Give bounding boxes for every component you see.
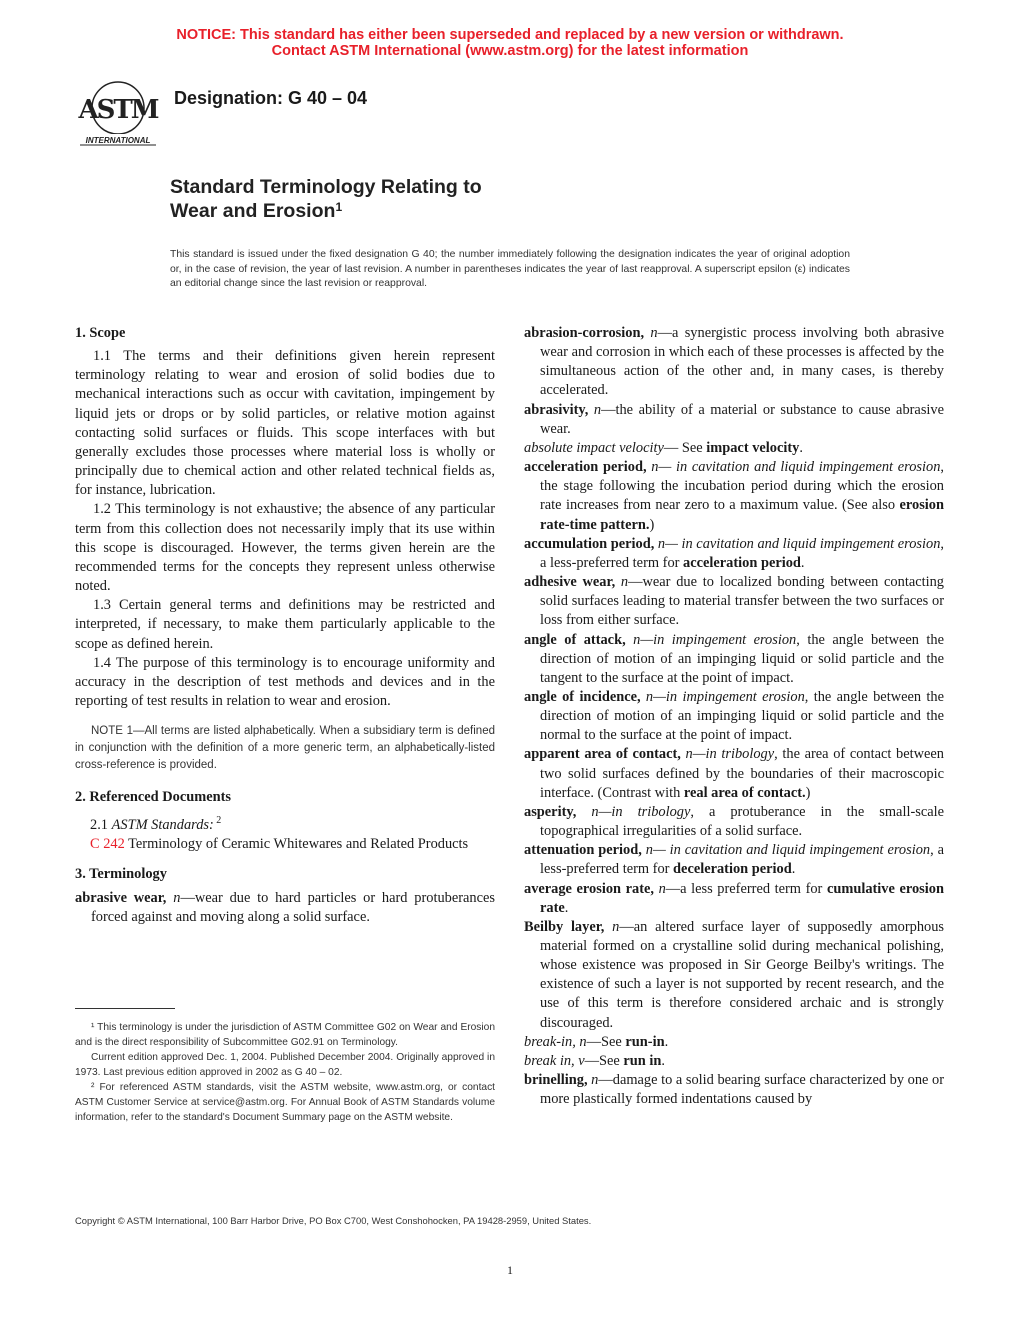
astm-logo bbox=[76, 78, 160, 148]
title-line-2: Wear and Erosion bbox=[170, 200, 336, 222]
footnote-rule bbox=[75, 1008, 175, 1009]
section-heading-scope: 1. Scope bbox=[75, 325, 126, 341]
title-footnote-ref[interactable]: 1 bbox=[335, 200, 343, 214]
svg-text:ASTM: ASTM bbox=[78, 95, 158, 125]
term-entry: break-in, n—See run-in. bbox=[524, 1033, 669, 1050]
paragraph-1-1: 1.1 The terms and their definitions given herein represent terminology relating to wear and erosion of solid bodies due to mechanical interactions such as occur with cavitation, impingement by liquid jets or drops or by solid particles, or relative motion against contacting solid surfaces or fluids. This scope interfaces with but generally excludes those processes where material loss is wholly or principally due to chemical action and other related technical fields as, for instance, lubrication. bbox=[75, 348, 495, 499]
paragraph-1-2: 1.2 This terminology is not exhaustive; the absence of any particular term from this collection does not necessarily imply that its use within this scope is discouraged. However, the terms given herein are the recommended terms for the concepts they represent unless otherwise noted. bbox=[75, 501, 495, 595]
notice-line-2: Contact ASTM International (www.astm.org) for the latest information bbox=[271, 43, 749, 59]
term-abrasive-wear: abrasive wear, n—wear due to hard particles or hard protuberances forced against and moving along a solid surface. bbox=[75, 889, 496, 925]
term-entry: abrasion-corrosion, n—a synergistic process involving both abrasive wear and corrosion in which each of these processes is affected by the simultaneous action of the other and, in many cases, is thereby accelerated. bbox=[524, 325, 944, 399]
svg-text:INTERNATIONAL: INTERNATIONAL bbox=[85, 136, 151, 145]
term-entry: brinelling, n—damage to a solid bearing surface characterized by one or more plastically formed indentations caused by bbox=[524, 1072, 944, 1108]
term-entry: angle of attack, n—in impingement erosion, the angle between the direction of motion of an impinging liquid or solid particle and the tangent to the surface at the point of impact. bbox=[524, 631, 944, 686]
term-entry: accumulation period, n— in cavitation and liquid impingement erosion, a less-preferred term for acceleration period. bbox=[524, 535, 944, 571]
supersede-notice bbox=[0, 27, 1020, 59]
term-entry: acceleration period, n— in cavitation and liquid impingement erosion, the stage following the incubation period during which the erosion rate increases from near zero to a maximum value. (See also erosion rate-time pattern.) bbox=[524, 459, 945, 533]
term-entry: Beilby layer, n—an altered surface layer of supposedly amorphous material formed on a crystalline solid during mechanical polishing, whose existence was proposed in Sir George Beilby's writings. The existence of such a layer is not supported by recent research, and the use of this term is therefore considered archaic and is strongly discouraged. bbox=[524, 918, 945, 1031]
reference-c242: C 242 Terminology of Ceramic Whitewares and Related Products bbox=[90, 836, 469, 853]
term-entry: abrasivity, n—the ability of a material or substance to cause abrasive wear. bbox=[524, 401, 944, 437]
footnotes bbox=[75, 1020, 495, 1125]
term-entry: angle of incidence, n—in impingement erosion, the angle between the direction of motion of an impinging liquid or solid particle and the normal to the surface at the point of impact. bbox=[524, 688, 944, 744]
left-column bbox=[75, 324, 495, 927]
paragraph-1-4: 1.4 The purpose of this terminology is to encourage uniformity and accuracy in the description of test methods and devices and in the reporting of test results in relation to wear and erosion. bbox=[75, 654, 495, 709]
c242-link[interactable]: C 242 bbox=[90, 836, 125, 853]
footnote-2: ² For referenced ASTM standards, visit the ASTM website, www.astm.org, or contact ASTM Customer Service at service@astm.org. For Annual Book of ASTM Standards volume information, refer to the standard's Document Summary page on the ASTM website. bbox=[75, 1082, 495, 1123]
title-line-1: Standard Terminology Relating to bbox=[170, 176, 482, 198]
term-entry: absolute impact velocity— See impact velocity. bbox=[524, 439, 803, 456]
term-entry: adhesive wear, n—wear due to localized bonding between contacting solid surfaces leading to material transfer between the two surfaces or loss from either surface. bbox=[524, 574, 944, 629]
footnote-1: ¹ This terminology is under the jurisdiction of ASTM Committee G02 on Wear and Erosion and is the direct responsibility of Subcommittee G02.91 on Terminology. bbox=[75, 1022, 495, 1048]
term-entry: asperity, n—in tribology, a protuberance in the small-scale topographical irregularities of a solid surface. bbox=[524, 803, 944, 840]
paragraph-1-3: 1.3 Certain general terms and definitions may be restricted and interpreted, if necessary, to make them particularly applicable to the scope as defined herein. bbox=[75, 597, 495, 652]
document-title bbox=[170, 175, 482, 223]
copyright: Copyright © ASTM International, 100 Barr Harbor Drive, PO Box C700, West Conshohocken, PA 19428-2959, United States. bbox=[75, 1215, 592, 1226]
notice-line-1: NOTICE: This standard has either been superseded and replaced by a new version or withdrawn. bbox=[176, 27, 844, 43]
section-heading-referenced-documents: 2. Referenced Documents bbox=[75, 789, 231, 806]
term-entry: attenuation period, n— in cavitation and liquid impingement erosion, a less-preferred term for deceleration period. bbox=[524, 842, 944, 878]
footnote-1-edition: Current edition approved Dec. 1, 2004. Published December 2004. Originally approved in 1973. Last previous edition approved in 2002 as G 40 – 02. bbox=[75, 1052, 495, 1078]
right-column bbox=[524, 324, 944, 1109]
term-entry: average erosion rate, n—a less preferred term for cumulative erosion rate. bbox=[524, 880, 944, 916]
section-heading-terminology: 3. Terminology bbox=[75, 866, 167, 883]
designation: Designation: G 40 – 04 bbox=[174, 88, 368, 108]
term-entry: break in, v—See run in. bbox=[524, 1052, 665, 1069]
page-number: 1 bbox=[507, 1263, 513, 1277]
issuance-statement: This standard is issued under the fixed designation G 40; the number immediately following the designation indicates the year of original adoption or, in the case of revision, the year of last revision. A number in parentheses indicates the year of last reapproval. A superscript epsilon (ε) indicates an editorial change since the last revision or reapproval. bbox=[170, 249, 850, 290]
note-1: NOTE 1—All terms are listed alphabetically. When a subsidiary term is defined in conjunction with the definition of a more generic term, an alphabetically-listed cross-reference is provided. bbox=[75, 725, 495, 772]
term-entry: apparent area of contact, n—in tribology, the area of contact between two solid surfaces defined by the boundaries of their macroscopic interface. (Contrast with real area of contact.) bbox=[524, 746, 944, 801]
astm-standards-label: 2.1 ASTM Standards: $^2$ bbox=[90, 815, 222, 834]
